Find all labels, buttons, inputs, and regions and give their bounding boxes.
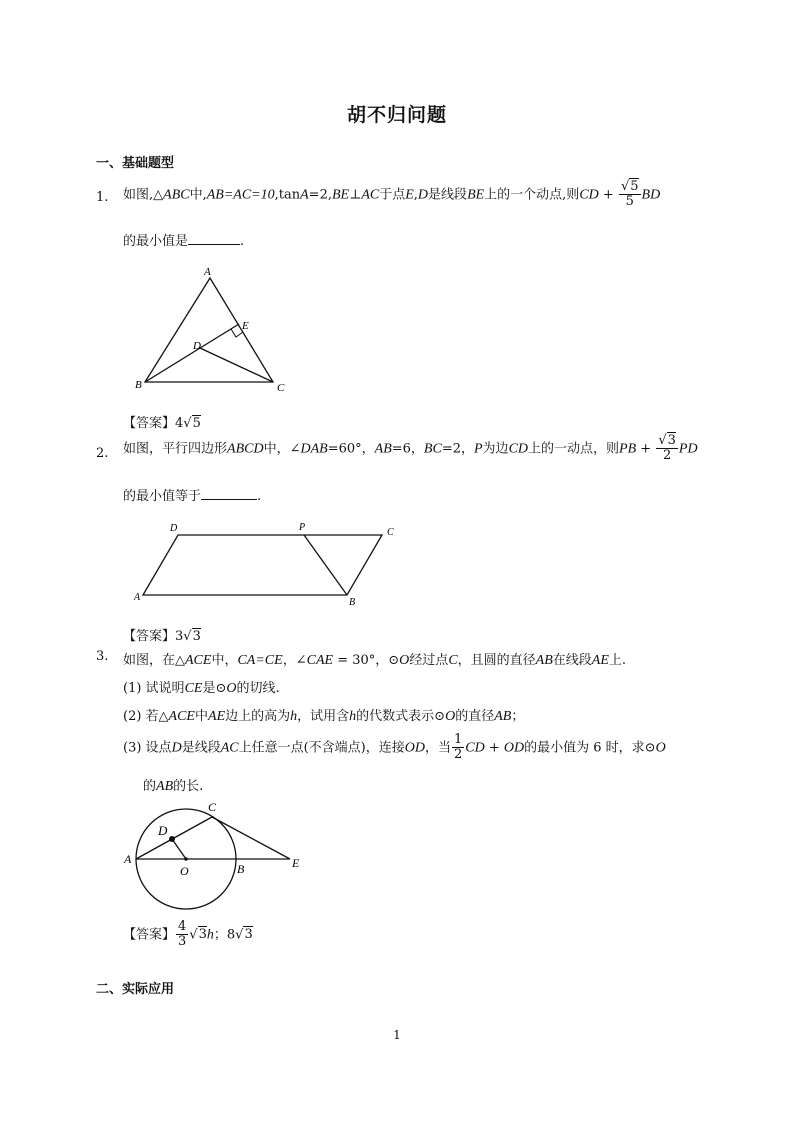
q1-label-c: C [277, 382, 285, 394]
q2-fraction: $\frac{√3}{2}$ [658, 433, 676, 464]
q2-label-p: P [299, 522, 306, 533]
q2-answer: 【答案】3√3 [123, 629, 201, 644]
q3-label-a: A [124, 852, 132, 866]
q3-subquestion-1: (1) 试说明CE是⊙O的切线. [123, 681, 280, 696]
q2-text-line2: 的最小值等于 . [123, 489, 262, 504]
section-heading-basic: 一、基础题型 [96, 156, 175, 171]
q3-point-d [169, 836, 175, 842]
q1-text: 如图,△ABC中,AB=AC=10,tanA=2,BE⊥AC于点E,D是线段BE上的一个动点,则CD + $\frac{√5}{5}$ BD [123, 179, 661, 210]
q3-segment-od [172, 839, 186, 859]
q3-label-e: E [292, 856, 300, 870]
q3-label-d: D [158, 823, 168, 838]
q3-point-o [184, 857, 188, 861]
q1-label-b: B [135, 379, 142, 391]
q2-label-d: D [170, 523, 178, 534]
section-heading-application: 二、实际应用 [96, 982, 175, 997]
q3-subquestion-3-line2: 的AB的长. [143, 779, 204, 794]
q2-text: 如图，平行四边形ABCD中，∠DAB=60°，AB=6，BC=2，P为边CD上的一动点，则PB + $\frac{√3}{2}$ PD [123, 433, 698, 464]
q2-label-c: C [387, 527, 394, 538]
q3-label-b: B [237, 862, 245, 876]
page-number: 1 [393, 1028, 401, 1042]
q1-segment-be [145, 324, 239, 382]
q1-number: 1. [96, 190, 109, 205]
q3-segment-ce [212, 817, 290, 859]
q3-subquestion-3: (3) 设点D是线段AC上任意一点(不含端点)，连接OD，当 $\frac{1}{2}$ CD + OD的最小值为 6 时，求⊙O [123, 732, 666, 763]
q2-label-b: B [349, 597, 356, 608]
page-title: 胡不归问题 [346, 104, 447, 126]
q2-parallelogram-abcd [143, 535, 382, 595]
q3-text: 如图，在△ACE中，CA=CE，∠CAE = 30°，⊙O经过点C，且圆的直径AB在线段AE上. [123, 653, 627, 668]
q2-figure-parallelogram [130, 518, 405, 613]
q1-fraction: $\frac{√5}{5}$ [620, 179, 639, 210]
q1-label-e: E [242, 320, 249, 332]
q1-label-d: D [193, 340, 201, 352]
q3-label-c: C [208, 800, 217, 814]
q3-label-o: O [180, 864, 189, 878]
q1-figure-triangle [130, 262, 300, 397]
q1-triangle-abc [145, 278, 273, 382]
q2-segment-pb [304, 535, 347, 595]
q3-answer: 【答案】 $\frac{4}{3}$ √3h；8√3 [123, 919, 253, 950]
q1-answer: 【答案】4√5 [123, 416, 201, 431]
q3-fraction: $\frac{1}{2}$ [454, 732, 463, 763]
q3-subquestion-2: (2) 若△ACE中AE边上的高为h，试用含h的代数式表示⊙O的直径AB； [123, 709, 525, 724]
q3-number: 3. [96, 649, 109, 664]
q3-figure-circle [118, 795, 308, 910]
q2-number: 2. [96, 446, 109, 461]
q1-text-line2: 的最小值是 . [123, 234, 245, 249]
q2-label-a: A [134, 592, 141, 603]
q1-label-a: A [204, 266, 211, 278]
